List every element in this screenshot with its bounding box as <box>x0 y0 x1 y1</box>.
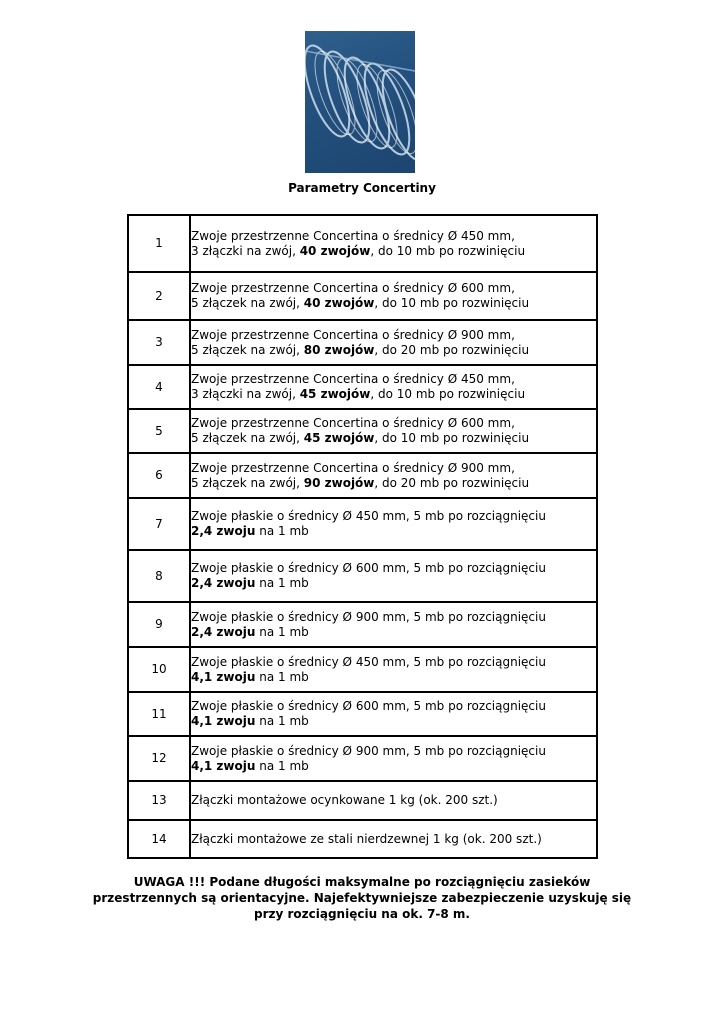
table-row <box>128 272 597 320</box>
description-text: na 1 mb <box>255 576 309 590</box>
description-line: Zwoje płaskie o średnicy Ø 600 mm, 5 mb po rozciągnięciu <box>191 561 546 575</box>
table-row <box>128 692 597 736</box>
table-row <box>128 602 597 647</box>
table-row <box>128 453 597 498</box>
description-line: Zwoje przestrzenne Concertina o średnicy Ø 900 mm, <box>191 327 515 342</box>
row-number: 1 <box>128 215 190 272</box>
table-row <box>128 781 597 820</box>
row-description <box>190 736 597 781</box>
row-number: 11 <box>128 692 190 736</box>
description-line: Zwoje przestrzenne Concertina o średnicy Ø 600 mm, <box>191 416 515 430</box>
row-number: 10 <box>128 647 190 692</box>
row-number: 9 <box>128 602 190 647</box>
description-text: na 1 mb <box>255 714 309 728</box>
warning-note <box>0 874 724 922</box>
table-row <box>128 498 597 550</box>
row-description <box>190 550 597 602</box>
row-number: 14 <box>128 820 190 858</box>
parameters-table-body <box>128 215 597 858</box>
coil-count: 2,4 zwoju <box>191 524 256 538</box>
description-line <box>191 387 596 402</box>
row-number: 4 <box>128 365 190 409</box>
table-row <box>128 550 597 602</box>
coil-count: 4,1 zwoju <box>191 714 256 728</box>
row-description <box>190 320 597 365</box>
description-text: 5 złączek na zwój, <box>191 475 304 490</box>
description-text: na 1 mb <box>255 758 309 773</box>
row-number: 5 <box>128 409 190 453</box>
description-line <box>191 714 596 729</box>
coil-count: 40 zwojów <box>303 296 375 310</box>
row-number: 12 <box>128 736 190 781</box>
coil-count: 4,1 zwoju <box>191 669 256 684</box>
description-text: , do 10 mb po rozwinięciu <box>374 296 530 310</box>
table-row <box>128 820 597 858</box>
description-text: 5 złączek na zwój, <box>191 342 304 357</box>
description-line <box>191 343 596 358</box>
description-text: na 1 mb <box>255 524 309 538</box>
description-line <box>191 576 596 591</box>
description-line: Zwoje płaskie o średnicy Ø 450 mm, 5 mb po rozciągnięciu <box>191 509 546 523</box>
warning-note-line: UWAGA !!! Podane długości maksymalne po rozciągnięciu zasieków <box>133 875 591 889</box>
coil-count: 2,4 zwoju <box>191 624 256 639</box>
description-line <box>191 625 596 640</box>
description-line: Zwoje przestrzenne Concertina o średnicy Ø 450 mm, <box>191 228 515 243</box>
description-line: Złączki montażowe ocynkowane 1 kg (ok. 200 szt.) <box>191 793 498 807</box>
warning-note-line: przy rozciągnięciu na ok. 7-8 m. <box>254 907 470 921</box>
row-description <box>190 365 597 409</box>
table-row <box>128 215 597 272</box>
description-line <box>191 524 596 539</box>
row-description <box>190 692 597 736</box>
row-number: 13 <box>128 781 190 820</box>
description-text: , do 20 mb po rozwinięciu <box>374 342 530 357</box>
description-line: Zwoje płaskie o średnicy Ø 900 mm, 5 mb po rozciągnięciu <box>191 743 546 758</box>
warning-note-line: przestrzennych są orientacyjne. Najefektywniejsze zabezpieczenie uzyskuję się <box>92 891 632 905</box>
description-line: Zwoje przestrzenne Concertina o średnicy Ø 450 mm, <box>191 372 515 386</box>
page-title: Parametry Concertiny <box>288 181 436 195</box>
description-line: Zwoje płaskie o średnicy Ø 900 mm, 5 mb po rozciągnięciu <box>191 609 546 624</box>
row-description <box>190 602 597 647</box>
description-line: Zwoje przestrzenne Concertina o średnicy Ø 900 mm, <box>191 460 515 475</box>
coil-count: 80 zwojów <box>303 342 375 357</box>
description-line: Zwoje przestrzenne Concertina o średnicy Ø 600 mm, <box>191 281 515 295</box>
parameters-table <box>127 214 598 859</box>
table-row <box>128 736 597 781</box>
row-description <box>190 453 597 498</box>
table-row <box>128 320 597 365</box>
description-line: Złączki montażowe ze stali nierdzewnej 1 kg (ok. 200 szt.) <box>191 831 542 846</box>
description-text: 5 złączek na zwój, <box>191 431 304 445</box>
description-line <box>191 296 596 311</box>
description-text: 3 złączki na zwój, <box>191 387 300 401</box>
row-description <box>190 498 597 550</box>
description-line <box>191 670 596 685</box>
description-text: 5 złączek na zwój, <box>191 296 304 310</box>
description-text: 3 złączki na zwój, <box>191 243 300 258</box>
description-text: , do 10 mb po rozwinięciu <box>370 243 526 258</box>
coil-count: 45 zwojów <box>299 387 371 401</box>
razor-wire-coil-icon <box>305 31 415 173</box>
coil-count: 2,4 zwoju <box>191 576 256 590</box>
description-text: , do 20 mb po rozwinięciu <box>374 475 530 490</box>
row-number: 3 <box>128 320 190 365</box>
description-text: na 1 mb <box>255 669 309 684</box>
description-line <box>191 476 596 491</box>
description-line <box>191 759 596 774</box>
row-number: 2 <box>128 272 190 320</box>
description-line <box>191 431 596 446</box>
description-line <box>191 244 596 259</box>
row-number: 6 <box>128 453 190 498</box>
row-description <box>190 820 597 858</box>
row-number: 8 <box>128 550 190 602</box>
description-line: Zwoje płaskie o średnicy Ø 600 mm, 5 mb po rozciągnięciu <box>191 699 546 713</box>
coil-count: 40 zwojów <box>299 243 371 258</box>
description-line: Zwoje płaskie o średnicy Ø 450 mm, 5 mb po rozciągnięciu <box>191 654 546 669</box>
coil-count: 90 zwojów <box>303 475 375 490</box>
row-description <box>190 409 597 453</box>
row-description <box>190 781 597 820</box>
row-description <box>190 215 597 272</box>
row-number: 7 <box>128 498 190 550</box>
table-row <box>128 647 597 692</box>
row-description <box>190 647 597 692</box>
description-text: na 1 mb <box>255 624 309 639</box>
coil-count: 45 zwojów <box>303 431 375 445</box>
description-text: , do 10 mb po rozwinięciu <box>370 387 526 401</box>
description-text: , do 10 mb po rozwinięciu <box>374 431 530 445</box>
coil-count: 4,1 zwoju <box>191 758 256 773</box>
table-row <box>128 409 597 453</box>
table-row <box>128 365 597 409</box>
row-description <box>190 272 597 320</box>
